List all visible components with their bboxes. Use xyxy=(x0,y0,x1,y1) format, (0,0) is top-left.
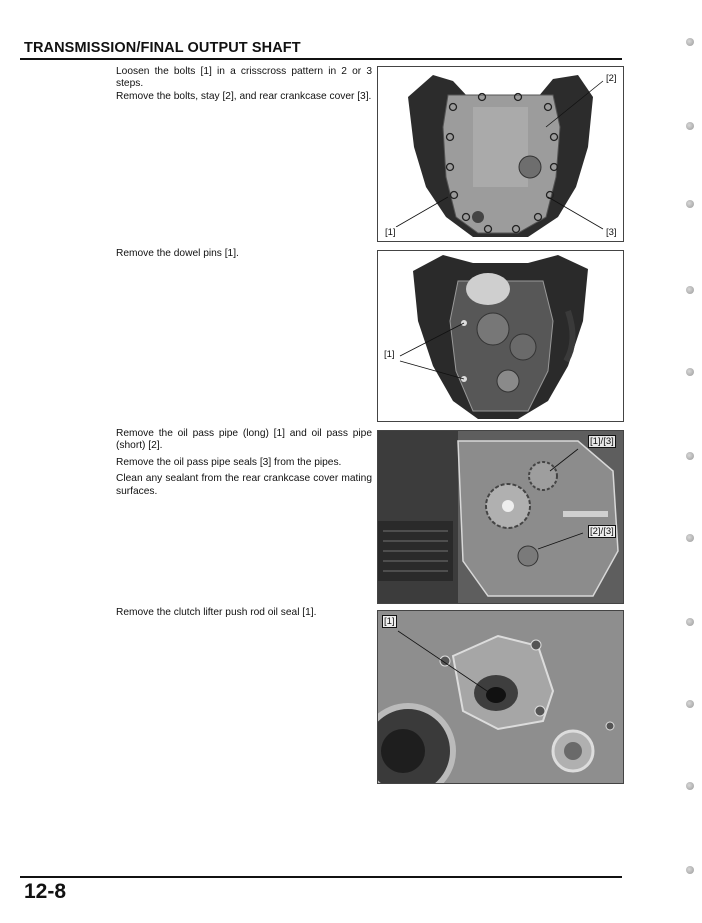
callout-bolts: [1] xyxy=(385,227,396,238)
binding-hole-8 xyxy=(686,618,694,626)
binding-hole-2 xyxy=(686,122,694,130)
step-4-paragraph-1: Remove the clutch lifter push rod oil seal [1]. xyxy=(116,607,317,618)
dowel-pins-illustration xyxy=(378,251,623,421)
page-number: 12-8 xyxy=(24,880,67,903)
callout-rear-crankcase-cover: [3] xyxy=(606,227,617,238)
section-title: TRANSMISSION/FINAL OUTPUT SHAFT xyxy=(24,40,301,56)
binding-hole-10 xyxy=(686,782,694,790)
callout-short-pipe-seal: [2]/[3] xyxy=(590,526,614,537)
step-1-paragraph-2: Remove the bolts, stay [2], and rear crankcase cover [3]. xyxy=(116,90,372,102)
step-2-instructions xyxy=(116,248,372,264)
binding-hole-1 xyxy=(686,38,694,46)
callout-stay: [2] xyxy=(606,73,617,84)
binding-hole-4 xyxy=(686,286,694,294)
binding-hole-11 xyxy=(686,866,694,874)
step-3-paragraph-2: Remove the oil pass pipe seals [3] from the pipes. xyxy=(116,456,342,468)
oil-pass-pipes-illustration xyxy=(378,431,623,603)
header-divider xyxy=(20,58,622,60)
callout-dowel-pins: [1] xyxy=(384,349,395,360)
figure-rear-crankcase-cover xyxy=(377,66,624,242)
step-3-instructions xyxy=(116,428,372,502)
step-1-paragraph-1: Loosen the bolts [1] in a crisscross pattern in 2 or 3 steps. xyxy=(116,66,372,90)
figure-push-rod-oil-seal xyxy=(377,610,624,784)
binding-hole-7 xyxy=(686,534,694,542)
engine-cover-illustration xyxy=(378,67,623,241)
step-3-paragraph-1: Remove the oil pass pipe (long) [1] and oil pass pipe (short) [2]. xyxy=(116,428,372,452)
figure-oil-pass-pipes xyxy=(377,430,624,604)
push-rod-seal-illustration xyxy=(378,611,623,783)
step-3-paragraph-3: Clean any sealant from the rear crankcase cover mating surfaces. xyxy=(116,473,372,497)
callout-long-pipe-seal: [1]/[3] xyxy=(590,436,614,447)
step-1-instructions xyxy=(116,66,372,107)
binding-hole-6 xyxy=(686,452,694,460)
binding-hole-5 xyxy=(686,368,694,376)
footer-divider xyxy=(20,876,622,878)
binding-hole-9 xyxy=(686,700,694,708)
step-4-instructions xyxy=(116,607,372,623)
callout-push-rod-oil-seal: [1] xyxy=(384,616,395,627)
figure-dowel-pins xyxy=(377,250,624,422)
step-2-paragraph-1: Remove the dowel pins [1]. xyxy=(116,248,239,259)
binding-hole-3 xyxy=(686,200,694,208)
